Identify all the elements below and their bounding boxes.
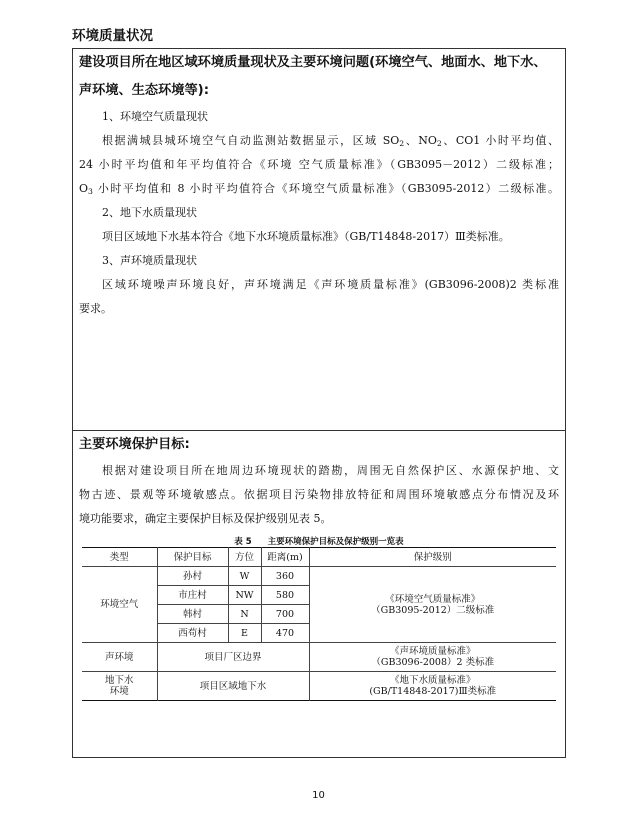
section1-header: 建设项目所在地区域环境质量现状及主要环境问题(环境空气、地面水、地下水、声环境、生态环境等):	[79, 55, 547, 98]
groundwater-target-cell: 项目区域地下水	[157, 672, 309, 701]
air-quality-line1: 根据满城县城环境空气自动监测站数据显示，区域 $SO_2$、$NO_2$、CO1 小时平均值、	[102, 134, 559, 148]
table-row	[82, 643, 556, 672]
table-row	[82, 672, 556, 701]
distance-cell: 470	[261, 624, 309, 643]
groundwater-text: 项目区域地下水基本符合《地下水环境质量标准》（GB/T14848-2017）Ⅲ类标准。	[102, 230, 510, 243]
noise-type-cell: 声环境	[82, 643, 157, 672]
col-type: 类型	[82, 548, 157, 567]
distance-cell: 360	[261, 567, 309, 586]
noise-title: 3、声环境质量现状	[102, 254, 197, 267]
protection-targets-table	[82, 547, 556, 701]
direction-cell: W	[228, 567, 261, 586]
groundwater-level-cell: 《地下水质量标准》 (GB/T14848-2017)Ⅲ类标准	[309, 672, 556, 701]
target-cell: 西苟村	[157, 624, 228, 643]
air-quality-line2: 24 小时平均值和年平均值符合《环境 空气质量标准》（GB3095－2012）二级标准；	[79, 158, 559, 171]
target-cell: 市庄村	[157, 586, 228, 605]
air-type-cell: 环境空气	[82, 567, 157, 643]
page-number: 10	[312, 790, 325, 801]
air-level-cell: 《环境空气质量标准》 （GB3095-2012）二级标准	[309, 567, 556, 643]
page-title: 环境质量状况	[72, 28, 153, 44]
environment-status-box	[72, 48, 566, 431]
direction-cell: NW	[228, 586, 261, 605]
table-row	[82, 567, 556, 586]
table-header-row	[82, 548, 556, 567]
distance-cell: 580	[261, 586, 309, 605]
distance-cell: 700	[261, 605, 309, 624]
noise-target-cell: 项目厂区边界	[157, 643, 309, 672]
noise-text-line2: 要求。	[79, 302, 112, 315]
groundwater-title: 2、地下水质量现状	[102, 206, 197, 219]
protection-text-line1: 根据对建设项目所在地周边环境现状的踏勘，周围无自然保护区、水源保护地、文	[102, 464, 559, 477]
protection-text-line2: 物古迹、景观等环境敏感点。依据项目污染物排放特征和周围环境敏感点分布情况及环	[79, 488, 559, 501]
protection-text-line3: 境功能要求，确定主要保护目标及保护级别见表 5。	[79, 512, 332, 525]
table-caption: 表 5 主要环境保护目标及保护级别一览表	[234, 537, 404, 547]
col-distance: 距离(m)	[261, 548, 309, 567]
target-cell: 韩村	[157, 605, 228, 624]
direction-cell: E	[228, 624, 261, 643]
noise-text-line1: 区域环境噪声环境良好，声环境满足《声环境质量标准》(GB3096-2008)2 类标准	[102, 278, 559, 291]
section2-header: 主要环境保护目标:	[79, 437, 190, 452]
groundwater-type-cell: 地下水 环境	[82, 672, 157, 701]
col-target: 保护目标	[157, 548, 228, 567]
target-cell: 孙村	[157, 567, 228, 586]
air-quality-title: 1、环境空气质量现状	[102, 110, 208, 123]
noise-level-cell: 《声环境质量标准》 （GB3096-2008）2 类标准	[309, 643, 556, 672]
direction-cell: N	[228, 605, 261, 624]
protection-targets-box	[72, 430, 566, 758]
air-quality-line3: $O_3$ 小时平均值和 8 小时平均值符合《环境空气质量标准》（GB3095-2012）二级标准。	[79, 182, 559, 196]
col-direction: 方位	[228, 548, 261, 567]
col-level: 保护级别	[309, 548, 556, 567]
